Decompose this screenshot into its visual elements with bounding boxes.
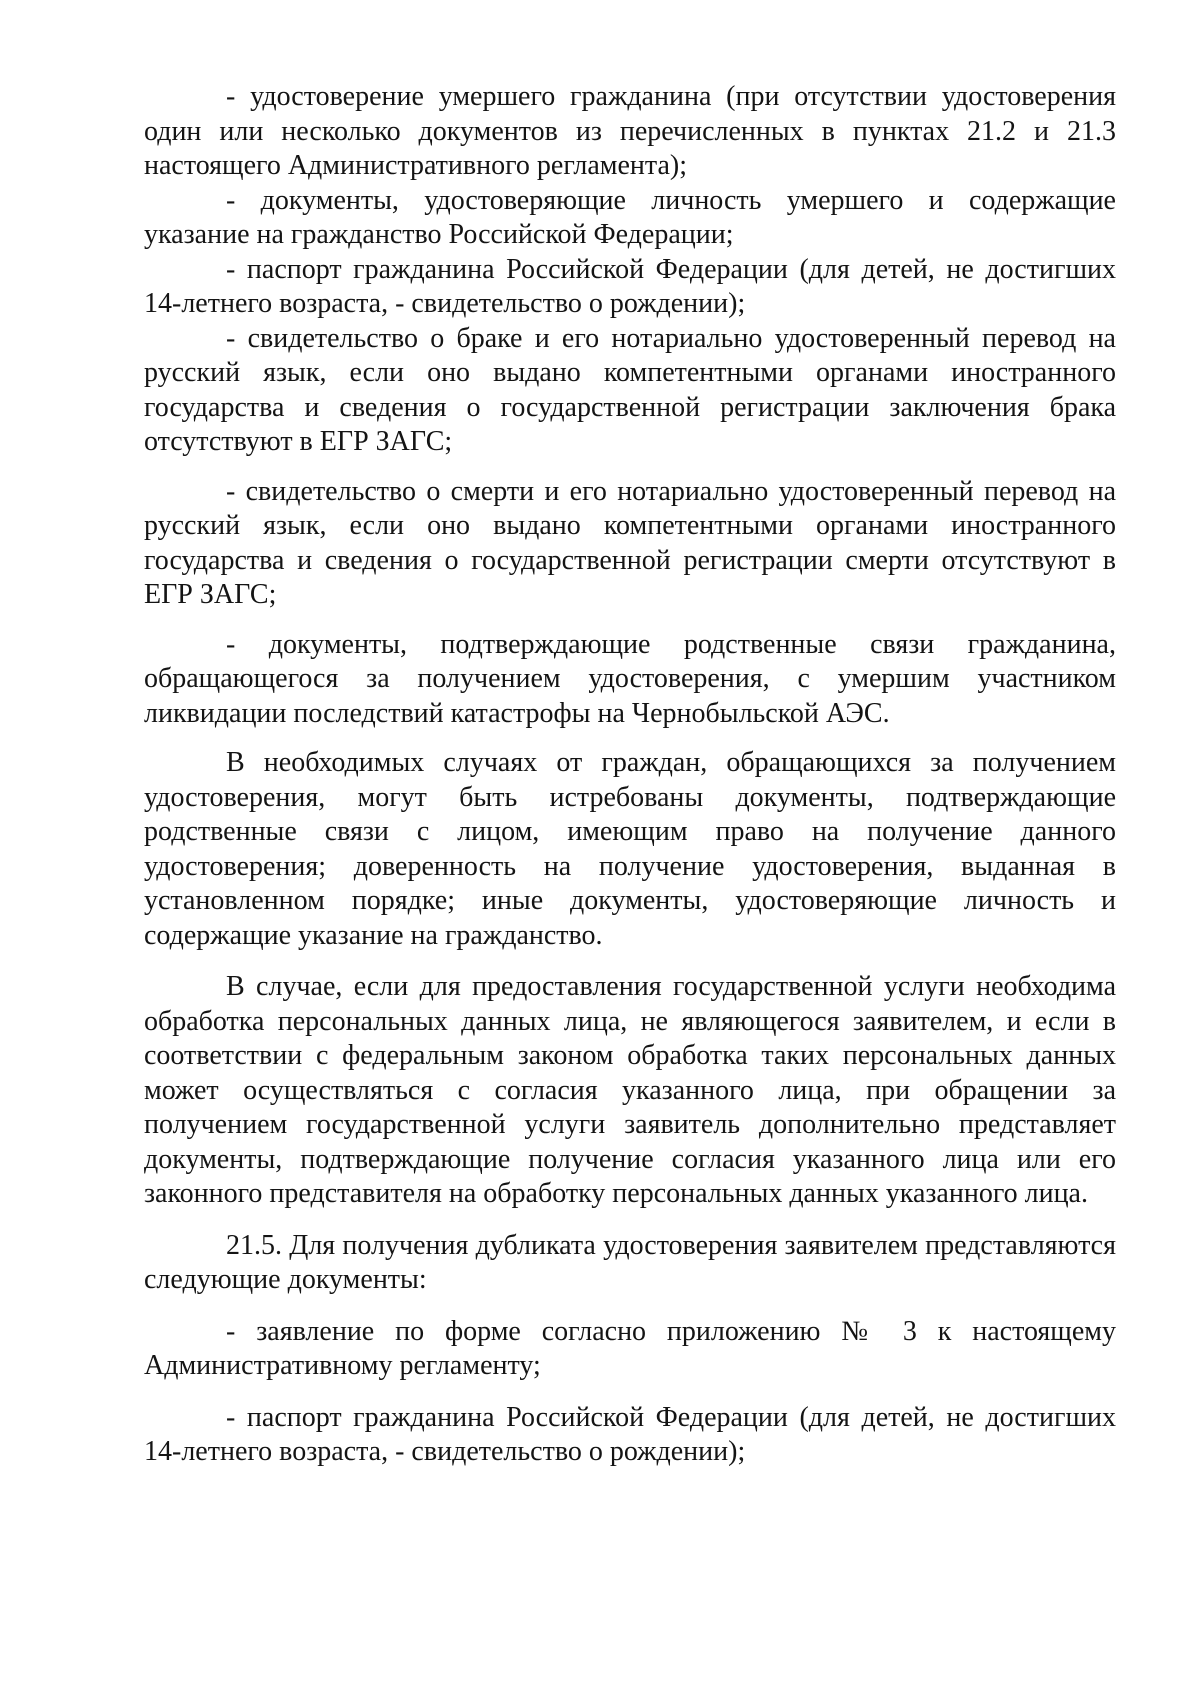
paragraph-identity-documents: - документы, удостоверяющие личность умершего и содержащие указание на гражданство Российской Федерации; — [144, 184, 1116, 250]
paragraph-death-certificate: - свидетельство о смерти и его нотариально удостоверенный перевод на русский язык, если оно выдано компетентными органами иностранного государства и сведения о государственной регистрации смерти отсутствуют в ЕГР ЗАГС; — [144, 475, 1116, 610]
document-body — [144, 80, 1116, 1470]
paragraph-personal-data: В случае, если для предоставления государственной услуги необходима обработка персональных данных лица, не являющегося заявителем, и если в соответствии с федеральным законом обработка таких персональных данных может осуществляться с согласия указанного лица, при обращении за получением государственной услуги заявитель дополнительно представляет документы, подтверждающие получение согласия указанного лица или его законного представителя на обработку персональных данных указанного лица. — [144, 971, 1116, 1209]
paragraph-passport-duplicate: - паспорт гражданина Российской Федерации (для детей, не достигших 14-летнего возраста, - свидетельство о рождении); — [144, 1401, 1116, 1467]
paragraph-marriage-certificate: - свидетельство о браке и его нотариально удостоверенный перевод на русский язык, если оно выдано компетентными органами иностранного государства и сведения о государственной регистрации заключения брака отсутствуют в ЕГР ЗАГС; — [144, 322, 1116, 457]
paragraph-passport: - паспорт гражданина Российской Федерации (для детей, не достигших 14-летнего возраста, - свидетельство о рождении); — [144, 253, 1116, 319]
paragraph-deceased-certificate: - удостоверение умершего гражданина (при отсутствии удостоверения один или несколько документов из перечисленных в пунктах 21.2 и 21.3 настоящего Административного регламента); — [144, 81, 1116, 181]
paragraph-application-form: - заявление по форме согласно приложению № 3 к настоящему Административному регламенту; — [144, 1315, 1116, 1381]
paragraph-necessary-cases: В необходимых случаях от граждан, обращающихся за получением удостоверения, могут быть истребованы документы, подтверждающие родственные связи с лицом, имеющим право на получение данного удостоверения; доверенность на получение удостоверения, выданная в установленном порядке; иные документы, удостоверяющие личность и содержащие указание на гражданство. — [144, 747, 1116, 951]
paragraph-section-21-5: 21.5. Для получения дубликата удостоверения заявителем представляются следующие документы: — [144, 1229, 1116, 1295]
paragraph-kinship-documents: - документы, подтверждающие родственные связи гражданина, обращающегося за получением удостоверения, с умершим участником ликвидации последствий катастрофы на Чернобыльской АЭС. — [144, 628, 1116, 729]
